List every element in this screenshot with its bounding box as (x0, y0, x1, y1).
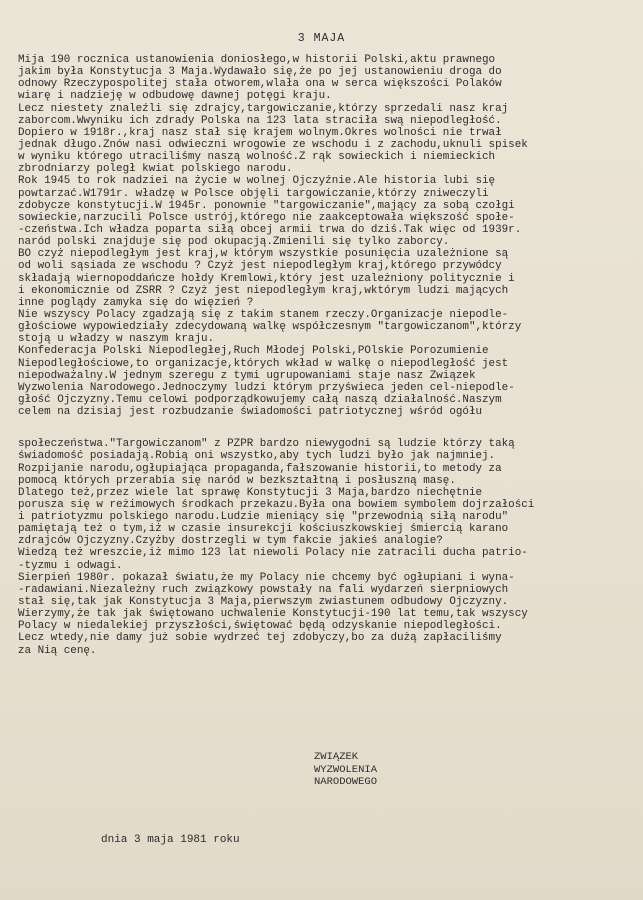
text-line: Niepodległościowe,to organizacje,których wkład w walkę o niepodległość jest (18, 357, 509, 370)
text-line: wiarę i nadzieję w odbudowę dawnej potęgi kraju. (18, 90, 332, 103)
text-line: -tyzmu i odwagi. (18, 559, 123, 572)
signature-block (314, 751, 377, 789)
text-line: Rok 1945 to rok nadziei na życie w wolnej Ojczyźnie.Ale historia lubi się (18, 175, 496, 188)
text-line: porusza się w reżimowych środkach przekazu.Była ona bowiem symbolem dojrzałości (18, 498, 535, 511)
text-line: składają wiernopoddańcze hołdy Kremlowi,który jest uzależniony politycznie i (18, 272, 515, 285)
text-line: za Nią cenę. (18, 644, 97, 657)
text-line: społeczeństwa."Targowiczanom" z PZPR bardzo niewygodni są ludzie którzy taką (18, 438, 515, 451)
document-body (18, 54, 632, 657)
document-title: 3 MAJA (297, 32, 346, 45)
signature-line: WYZWOLENIA (314, 763, 378, 776)
text-line: Mija 190 rocznica ustanowienia doniosłego,w historii Polski,aktu prawnego (18, 54, 496, 66)
text-line: naród polski znajduje się pod okupacją.Zmienili się tylko zaborcy. (18, 236, 450, 249)
text-line: powtarzać.W1791r. władzę w Polsce objęli targowiczanie,którzy zniweczyli (18, 187, 489, 200)
text-line: zdrajców Ojczyzny.Czyżby dostrzegli w tym fakcie jakieś analogie? (18, 535, 443, 548)
text-line: Rozpijanie narodu,ogłupiająca propaganda,fałszowanie historii,to metody za (18, 462, 502, 475)
text-line: Dlatego też,przez wiele lat sprawę Konstytucji 3 Maja,bardzo niechętnie (18, 486, 483, 499)
text-line: BO czyż niepodległym jest kraj,w którym wszystkie posunięcia uzależnione są (18, 248, 509, 261)
text-line: stoją u władzy w naszym kraju. (18, 333, 215, 346)
text-line: zbrodniarzy poległ kwiat polskiego narodu. (18, 163, 293, 176)
text-line: i patriotyzmu polskiego narodu.Ludzie mieniący się "przewodnią siłą narodu" (18, 511, 509, 524)
text-line: głość Ojczyzny.Temu celowi podporządkowujemy całą naszą działalność.Naszym (18, 393, 502, 406)
text-line: w wyniku którego utraciliśmy naszą wolność.Z rąk sowieckich i niemieckich (18, 151, 496, 164)
text-line: -czeństwa.Ich władza poparta siłą obcej armii trwa do dziś.Tak więc od 1939r. (18, 223, 522, 236)
paragraph-gap (18, 418, 632, 438)
signature-line: ZWIĄZEK (314, 751, 359, 763)
text-line: Polacy w niedalekiej przyszłości,świętować będą odzyskanie niepodległości. (18, 620, 502, 633)
text-line: inne poglądy zamyka się do więzień ? (18, 296, 254, 309)
text-line: Lecz wtedy,nie damy już sobie wydrzeć tej zdobyczy,bo za dużą zapłaciliśmy (18, 632, 502, 645)
text-line: Dopiero w 1918r.,kraj nasz stał się krajem wolnym.Okres wolności nie trwał (18, 126, 502, 139)
text-line: celem na dzisiaj jest rozbudzanie świadomości patriotycznej wśród ogółu (18, 406, 483, 419)
signature-line: NARODOWEGO (314, 776, 378, 788)
text-line: Wiedzą też wreszcie,iż mimo 123 lat niewoli Polacy nie zatracili ducha patrio- (18, 547, 528, 560)
text-line: Konfederacja Polski Niepodległej,Ruch Młodej Polski,POlskie Porozumienie (18, 345, 489, 358)
text-line: zdobycze konstytucji.W 1945r. ponownie "targowiczanie",mający za sobą czołgi (18, 199, 515, 212)
text-line: stał się,tak jak Konstytucja 3 Maja,pierwszym zwiastunem odbudowy Ojczyzny. (18, 596, 509, 609)
text-line: pomocą których przerabia się naród w bezkształtną i posłuszną masę. (18, 474, 456, 487)
text-line: jakim była Konstytucja 3 Maja.Wydawało się,że po jej ustanowieniu droga do (18, 66, 502, 79)
text-line: odnowy Rzeczypospolitej stała otworem,wlała ona w serca większości Polaków (18, 78, 502, 91)
document-date: dnia 3 maja 1981 roku (101, 834, 240, 846)
text-line: świadomość posiadają.Robią oni wszystko,aby tych ludzi było jak najmniej. (18, 450, 496, 463)
text-line: głościowe wypowiedziały zdecydowaną walkę współczesnym "targowiczanom",którzy (18, 321, 522, 334)
text-line: -radawiani.Niezależny ruch związkowy powstały na fali wydarzeń sierpniowych (18, 583, 509, 596)
text-line: niepodważalny.W jednym szeregu z tymi ugrupowaniami staje nasz Związek (18, 369, 476, 382)
text-line: Nie wszyscy Polacy zgadzają się z takim stanem rzeczy.Organizacje niepodle- (18, 308, 509, 321)
text-line: Wierzymy,że tak jak świętowano uchwalenie Konstytucji-190 lat temu,tak wszyscy (18, 608, 528, 621)
text-line: jednak długo.Znów nasi odwieczni wrogowie ze wschodu i z zachodu,uknuli spisek (18, 138, 528, 151)
text-line: Lecz niestety znaleźli się zdrajcy,targowiczanie,którzy sprzedali nasz kraj (18, 102, 509, 115)
text-line: Sierpień 1980r. pokazał światu,że my Polacy nie chcemy być ogłupiani i wyna- (18, 571, 515, 584)
text-line: i ekonomicznie od ZSRR ? Czyż jest niepodległym kraj,wktórym ludzi mających (18, 284, 509, 297)
text-line: Wyzwolenia Narodowego.Jednoczymy ludzi którym przyświeca jeden cel-niepodle- (18, 381, 515, 394)
text-line: od woli sąsiada ze wschodu ? Czyż jest niepodległym kraj,którego przywódcy (18, 260, 502, 273)
text-line: sowieckie,narzucili Polsce ustrój,którego nie zaakceptowała większość społe- (18, 211, 515, 224)
text-line: zaborcom.Wwyniku ich zdrady Polska na 123 lata straciła swą niepodległość. (18, 114, 502, 127)
text-line: pamiętają też o tym,iż w czasie insurekcji kościuszkowskiej śmiercią karano (18, 523, 509, 536)
